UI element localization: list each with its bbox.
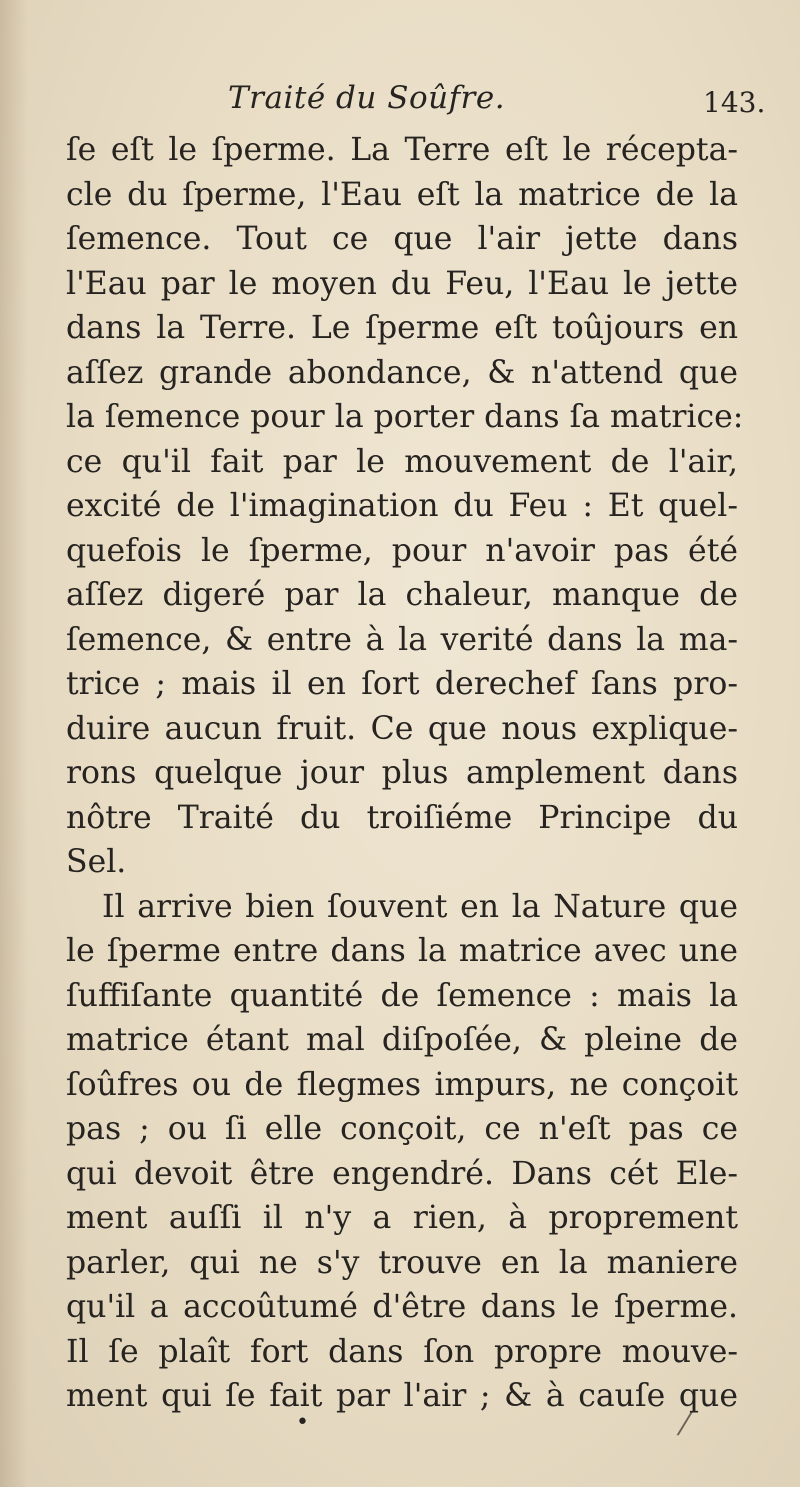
text-line: duire aucun fruit. Ce que nous explique-: [66, 710, 738, 747]
footer-mark: •: [296, 1410, 309, 1435]
text-line: quefois le ſperme, pour n'avoir pas été: [66, 532, 738, 569]
text-line: qu'il a accoûtumé d'être dans le ſperme.: [66, 1289, 738, 1325]
page-number: 143.: [703, 86, 766, 119]
text-line: ſe eſt le ſperme. La Terre eſt le récepta-: [66, 132, 738, 168]
text-line: excité de l'imagination du Feu : Et quel-: [66, 488, 738, 524]
text-line: rons quelque jour plus amplement dans: [66, 755, 738, 791]
text-line: Il ſe plaît fort dans ſon propre mouve-: [66, 1333, 738, 1370]
text-line: ce qu'il fait par le mouvement de l'air,: [66, 443, 738, 480]
text-line: parler, qui ne s'y trouve en la maniere: [66, 1244, 738, 1281]
body-text: [66, 128, 744, 1419]
text-line: aſſez digeré par la chaleur, manque de: [66, 577, 738, 613]
text-line: trice ; mais il en ſort derechef ſans pro-: [66, 666, 738, 702]
text-line: cle du ſperme, l'Eau eſt la matrice de la: [66, 176, 738, 213]
text-line: ment auſſi il n'y a rien, à proprement: [66, 1200, 738, 1236]
text-line: ſemence, & entre à la verité dans la ma-: [66, 621, 738, 658]
text-line: qui devoit être engendré. Dans cét Ele-: [66, 1155, 738, 1192]
text-line: ſuffiſante quantité de ſemence : mais la: [66, 977, 738, 1014]
text-line: ſemence. Tout ce que l'air jette dans: [66, 221, 738, 257]
text-line: aſſez grande abondance, & n'attend que: [66, 354, 738, 391]
text-line: la ſemence pour la porter dans ſa matrice:: [66, 399, 744, 435]
text-line: l'Eau par le moyen du Feu, l'Eau le jette: [66, 265, 738, 302]
text-line: nôtre Traité du troiſiéme Principe du: [66, 799, 738, 836]
stray-ink-mark: ⁄: [682, 1408, 688, 1443]
text-line: matrice étant mal diſpoſée, & pleine de: [66, 1022, 738, 1058]
text-line: ment qui ſe fait par l'air ; & à cauſe que: [66, 1378, 738, 1414]
page-header: [0, 80, 800, 124]
paragraph-end-line: Sel.: [66, 844, 127, 880]
running-title: Traité du Soûfre.: [228, 80, 506, 116]
text-line: le ſperme entre dans la matrice avec une: [66, 933, 738, 969]
paragraph-start-line: Il arrive bien ſouvent en la Nature que: [102, 888, 738, 925]
text-line: ſoûfres ou de flegmes impurs, ne conçoit: [66, 1066, 738, 1103]
text-line: dans la Terre. Le ſperme eſt toûjours en: [66, 310, 738, 346]
text-line: pas ; ou ſi elle conçoit, ce n'eſt pas ce: [66, 1111, 738, 1147]
